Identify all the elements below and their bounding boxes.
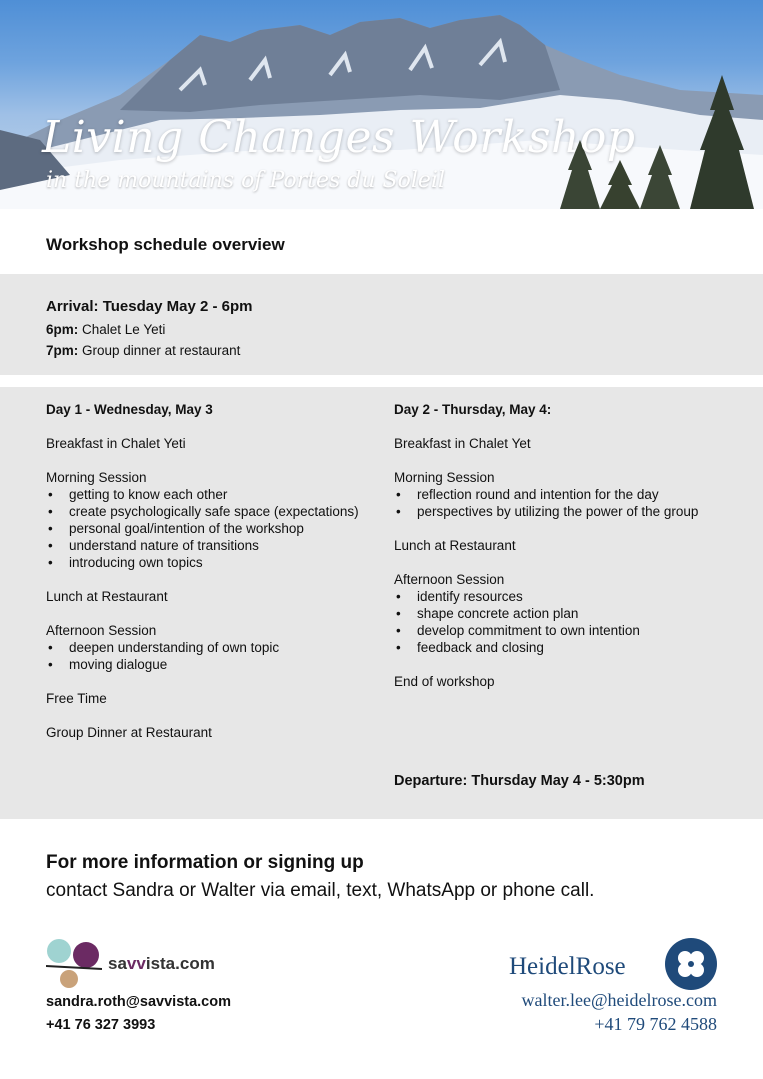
day-1-title: Day 1 - Wednesday, May 3 — [46, 402, 213, 417]
day-1-column — [46, 401, 386, 758]
day-2-afternoon-list — [394, 588, 734, 656]
arrival-title: Arrival: Tuesday May 2 - 6pm — [46, 298, 253, 315]
list-item: • getting to know each other — [46, 486, 386, 503]
day-2-breakfast: Breakfast in Chalet Yet — [394, 436, 531, 451]
arrival-text: Chalet Le Yeti — [78, 322, 166, 337]
list-item: • shape concrete action plan — [394, 605, 734, 622]
day-2-lunch: Lunch at Restaurant — [394, 538, 516, 553]
arrival-time: 7pm: — [46, 343, 79, 358]
day-1-breakfast: Breakfast in Chalet Yeti — [46, 436, 186, 451]
list-item: • develop commitment to own intention — [394, 622, 734, 639]
savvista-name-vv: vv — [126, 954, 146, 973]
savvista-email[interactable]: sandra.roth@savvista.com — [46, 994, 231, 1010]
list-item: • deepen understanding of own topic — [46, 639, 386, 656]
day-2-column — [394, 401, 734, 707]
arrival-text: Group dinner at restaurant — [78, 343, 241, 358]
day-2-afternoon-label: Afternoon Session — [394, 572, 505, 587]
arrival-time: 6pm: — [46, 322, 79, 337]
savvista-name — [108, 954, 215, 974]
list-item: • reflection round and intention for the day — [394, 486, 734, 503]
list-item: • understand nature of transitions — [46, 537, 386, 554]
list-item: • moving dialogue — [46, 656, 386, 673]
day-2-end: End of workshop — [394, 674, 495, 689]
savvista-logo-icon — [46, 938, 102, 988]
day-2-morning-list — [394, 486, 734, 520]
list-item: • feedback and closing — [394, 639, 734, 656]
day-1-afternoon-list — [46, 639, 386, 673]
clover-logo-icon — [664, 937, 718, 991]
list-item: • introducing own topics — [46, 554, 386, 571]
header-banner — [0, 0, 763, 209]
arrival-line-2 — [46, 343, 240, 358]
day-2-morning-label: Morning Session — [394, 470, 495, 485]
day-1-morning-list — [46, 486, 386, 571]
schedule-overview-heading: Workshop schedule overview — [46, 235, 285, 254]
savvista-name-prefix: sa — [108, 954, 127, 973]
list-item: • create psychologically safe space (expectations) — [46, 503, 386, 520]
list-item: • identify resources — [394, 588, 734, 605]
savvista-name-suffix: ista.com — [145, 954, 215, 973]
day-1-afternoon-label: Afternoon Session — [46, 623, 157, 638]
heidelrose-name: HeidelRose — [509, 953, 626, 980]
day-1-dinner: Group Dinner at Restaurant — [46, 725, 212, 740]
departure-text: Departure: Thursday May 4 - 5:30pm — [394, 773, 645, 789]
day-2-title: Day 2 - Thursday, May 4: — [394, 402, 552, 417]
heidelrose-phone[interactable]: +41 79 762 4588 — [594, 1014, 717, 1034]
list-item: • perspectives by utilizing the power of the group — [394, 503, 734, 520]
day-1-morning-label: Morning Session — [46, 470, 147, 485]
heidelrose-email[interactable]: walter.lee@heidelrose.com — [521, 990, 717, 1010]
arrival-line-1 — [46, 322, 165, 337]
info-text: contact Sandra or Walter via email, text, WhatsApp or phone call. — [46, 880, 595, 901]
day-1-free-time: Free Time — [46, 691, 107, 706]
list-item: • personal goal/intention of the workshop — [46, 520, 386, 537]
savvista-phone[interactable]: +41 76 327 3993 — [46, 1017, 156, 1033]
workshop-title: Living Changes Workshop — [42, 112, 636, 163]
day-1-lunch: Lunch at Restaurant — [46, 589, 168, 604]
workshop-subtitle: in the mountains of Portes du Soleil — [46, 168, 445, 193]
info-heading: For more information or signing up — [46, 852, 364, 873]
